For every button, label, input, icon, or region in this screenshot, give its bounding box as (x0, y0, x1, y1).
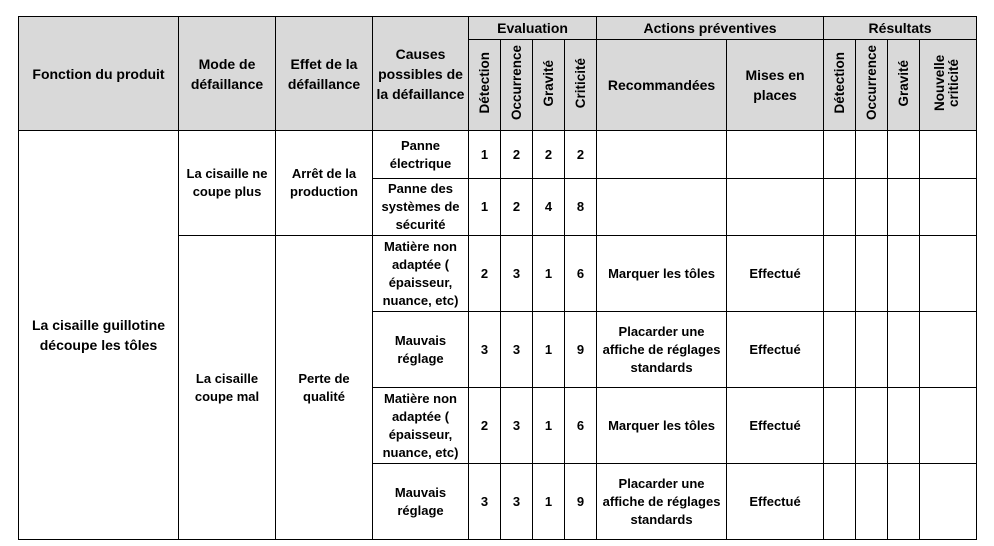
effet-cell: Arrêt de la production (276, 131, 373, 236)
detection-cell: 2 (469, 388, 501, 464)
criticite-cell: 6 (565, 236, 597, 312)
header-actions: Actions préventives (597, 17, 824, 40)
amdec-table (18, 16, 977, 540)
res-gravite-cell (888, 464, 920, 540)
nouvelle-criticite-cell (920, 236, 977, 312)
res-detection-cell (824, 312, 856, 388)
nouvelle-criticite-cell (920, 312, 977, 388)
res-occurrence-cell (856, 464, 888, 540)
res-detection-cell (824, 131, 856, 179)
nouvelle-criticite-cell (920, 131, 977, 179)
criticite-cell: 9 (565, 464, 597, 540)
occurrence-cell: 2 (501, 179, 533, 236)
nouvelle-criticite-cell (920, 388, 977, 464)
res-occurrence-cell (856, 388, 888, 464)
recommandees-cell: Marquer les tôles (597, 236, 727, 312)
header-evaluation: Evaluation (469, 17, 597, 40)
header-mises: Mises en places (727, 40, 824, 131)
gravite-cell: 1 (533, 312, 565, 388)
header-mode: Mode de défaillance (179, 17, 276, 131)
res-occurrence-cell (856, 236, 888, 312)
occurrence-cell: 3 (501, 464, 533, 540)
occurrence-cell: 3 (501, 236, 533, 312)
res-detection-cell (824, 179, 856, 236)
fonction-cell: La cisaille guillotine découpe les tôles (19, 131, 179, 540)
header-effet: Effet de la défaillance (276, 17, 373, 131)
table-row (19, 131, 977, 179)
header-detection: Détection (469, 40, 501, 131)
header-fonction: Fonction du produit (19, 17, 179, 131)
gravite-cell: 4 (533, 179, 565, 236)
cause-cell: Matière non adaptée ( épaisseur, nuance, etc) (373, 388, 469, 464)
occurrence-cell: 3 (501, 312, 533, 388)
header-occurrence: Occurrence (501, 40, 533, 131)
cause-cell: Mauvais réglage (373, 464, 469, 540)
header-recommandees: Recommandées (597, 40, 727, 131)
gravite-cell: 2 (533, 131, 565, 179)
res-gravite-cell (888, 236, 920, 312)
header-resultats: Résultats (824, 17, 977, 40)
res-occurrence-cell (856, 312, 888, 388)
detection-cell: 1 (469, 131, 501, 179)
recommandees-cell: Placarder une affiche de réglages standards (597, 312, 727, 388)
criticite-cell: 8 (565, 179, 597, 236)
header-res-gravite: Gravité (888, 40, 920, 131)
cause-cell: Matière non adaptée ( épaisseur, nuance, etc) (373, 236, 469, 312)
detection-cell: 1 (469, 179, 501, 236)
mises-cell: Effectué (727, 464, 824, 540)
res-detection-cell (824, 464, 856, 540)
cause-cell: Panne électrique (373, 131, 469, 179)
cause-cell: Panne des systèmes de sécurité (373, 179, 469, 236)
occurrence-cell: 2 (501, 131, 533, 179)
recommandees-cell (597, 179, 727, 236)
detection-cell: 3 (469, 312, 501, 388)
nouvelle-criticite-cell (920, 464, 977, 540)
mode-cell: La cisaille ne coupe plus (179, 131, 276, 236)
detection-cell: 2 (469, 236, 501, 312)
mises-cell: Effectué (727, 236, 824, 312)
res-gravite-cell (888, 179, 920, 236)
gravite-cell: 1 (533, 464, 565, 540)
header-causes: Causes possibles de la défaillance (373, 17, 469, 131)
recommandees-cell: Placarder une affiche de réglages standards (597, 464, 727, 540)
header-criticite: Criticité (565, 40, 597, 131)
gravite-cell: 1 (533, 236, 565, 312)
mises-cell: Effectué (727, 312, 824, 388)
criticite-cell: 2 (565, 131, 597, 179)
recommandees-cell: Marquer les tôles (597, 388, 727, 464)
criticite-cell: 9 (565, 312, 597, 388)
mises-cell (727, 131, 824, 179)
mode-cell: La cisaille coupe mal (179, 236, 276, 540)
recommandees-cell (597, 131, 727, 179)
effet-cell: Perte de qualité (276, 236, 373, 540)
gravite-cell: 1 (533, 388, 565, 464)
res-occurrence-cell (856, 131, 888, 179)
criticite-cell: 6 (565, 388, 597, 464)
res-gravite-cell (888, 388, 920, 464)
detection-cell: 3 (469, 464, 501, 540)
res-detection-cell (824, 388, 856, 464)
header-nouvelle-criticite: Nouvelle criticité (920, 40, 977, 131)
nouvelle-criticite-cell (920, 179, 977, 236)
res-gravite-cell (888, 131, 920, 179)
header-res-detection: Détection (824, 40, 856, 131)
header-gravite: Gravité (533, 40, 565, 131)
mises-cell (727, 179, 824, 236)
cause-cell: Mauvais réglage (373, 312, 469, 388)
mises-cell: Effectué (727, 388, 824, 464)
res-occurrence-cell (856, 179, 888, 236)
header-res-occurrence: Occurrence (856, 40, 888, 131)
res-gravite-cell (888, 312, 920, 388)
occurrence-cell: 3 (501, 388, 533, 464)
res-detection-cell (824, 236, 856, 312)
